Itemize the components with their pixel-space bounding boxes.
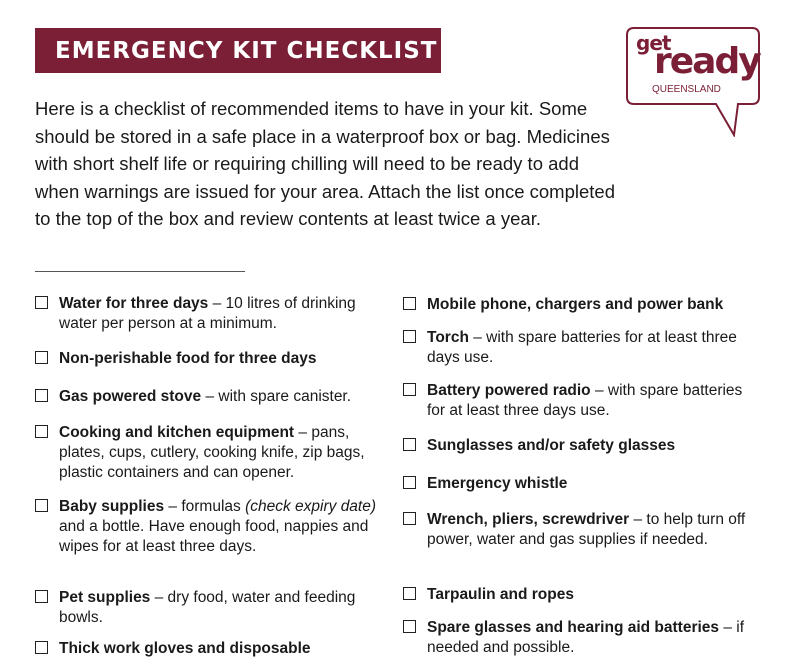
- item-text: Mobile phone, chargers and power bank: [427, 296, 724, 313]
- checklist-item: [35, 294, 380, 334]
- checklist-item: [403, 474, 758, 494]
- item-text: Pet supplies – dry food, water and feeding bowls.: [59, 589, 356, 626]
- item-text: Non-perishable food for three days: [59, 350, 317, 367]
- checkbox[interactable]: [403, 587, 416, 600]
- item-text: Cooking and kitchen equipment – pans, plates, cups, cutlery, cooking knife, zip bags, plastic containers and can opener.: [59, 424, 365, 481]
- checklist-item: [35, 423, 380, 483]
- checkbox[interactable]: [35, 499, 48, 512]
- item-text: Baby supplies – formulas (check expiry date) and a bottle. Have enough food, nappies and wipes for at least three days.: [59, 498, 377, 555]
- checkbox[interactable]: [403, 512, 416, 525]
- checkbox[interactable]: [35, 590, 48, 603]
- checkbox[interactable]: [403, 476, 416, 489]
- checklist-item: [403, 381, 758, 421]
- checklist-item: [35, 588, 380, 628]
- checklist-item: [403, 618, 758, 658]
- checklist-item: [35, 639, 380, 659]
- checklist-item: [403, 328, 758, 368]
- checklist-item: [403, 510, 758, 550]
- intro-paragraph: Here is a checklist of recommended items to have in your kit. Some should be stored in a safe place in a waterproof box or bag. Medicines with short shelf life or requiring chilling will need to be ready to add when warnings are issued for your area. Attach the list once completed to the top of the box and review contents at least twice a year.: [35, 98, 615, 229]
- logo-get: get: [636, 31, 671, 55]
- checklist-item: [403, 585, 758, 605]
- logo-ready: ready: [654, 41, 760, 82]
- checkbox[interactable]: [403, 620, 416, 633]
- item-text: Gas powered stove – with spare canister.: [59, 388, 352, 405]
- item-text: Water for three days – 10 litres of drinking water per person at a minimum.: [59, 295, 356, 332]
- checkbox[interactable]: [403, 438, 416, 451]
- checkbox[interactable]: [403, 383, 416, 396]
- checklist-item: [35, 387, 380, 407]
- item-text: Wrench, pliers, screwdriver – to help turn off power, water and gas supplies if needed.: [427, 511, 746, 548]
- checkbox[interactable]: [403, 297, 416, 310]
- item-text: Tarpaulin and ropes: [427, 586, 574, 603]
- item-text: Sunglasses and/or safety glasses: [427, 437, 676, 454]
- checkbox[interactable]: [35, 389, 48, 402]
- checkbox[interactable]: [35, 425, 48, 438]
- checkbox[interactable]: [35, 641, 48, 654]
- checklist-title: EMERGENCY KIT CHECKLIST: [35, 28, 441, 73]
- item-text: Emergency whistle: [427, 475, 568, 492]
- item-text: Spare glasses and hearing aid batteries – if needed and possible.: [427, 619, 745, 656]
- checkbox[interactable]: [35, 351, 48, 364]
- checklist-item: [403, 436, 758, 456]
- divider: [35, 271, 245, 272]
- checklist-item: [403, 295, 758, 315]
- item-text: Torch – with spare batteries for at least three days use.: [427, 329, 737, 366]
- checklist-item: [35, 497, 380, 557]
- checkbox[interactable]: [35, 296, 48, 309]
- checklist-item: [35, 349, 380, 369]
- item-text: Thick work gloves and disposable: [59, 640, 311, 657]
- get-ready-queensland-logo: [626, 27, 760, 137]
- logo-queensland: QUEENSLAND: [652, 84, 721, 95]
- item-text: Battery powered radio – with spare batteries for at least three days use.: [427, 382, 743, 419]
- checkbox[interactable]: [403, 330, 416, 343]
